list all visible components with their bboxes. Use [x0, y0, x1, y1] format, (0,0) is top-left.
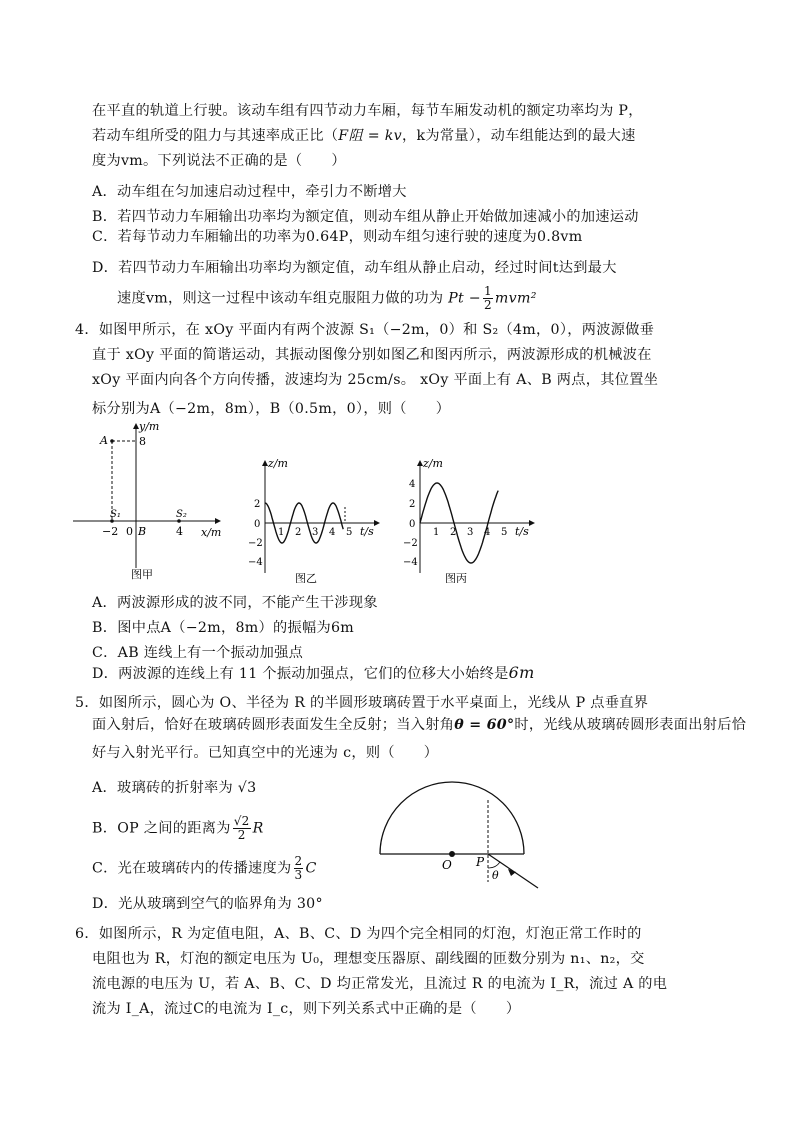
yi-xtick-4: 4 [329, 527, 336, 538]
jia-point-a [110, 439, 114, 443]
figure-semicircle [370, 770, 550, 895]
q6-line-3: 流电源的电压为 U，若 A、B、C、D 均正常发光，且流过 R 的电流为 I_R，流过 A 的电 [92, 976, 668, 992]
q4-option-d: D．两波源的连线上有 11 个振动加强点，它们的位移大小始终是6m [92, 663, 535, 682]
yi-xtick-5: 5 [346, 527, 353, 538]
q4-option-c: C．AB 连线上有一个振动加强点 [92, 645, 304, 661]
bing-xtick-1: 1 [433, 527, 440, 538]
center-point-o [449, 851, 455, 857]
q5-line-3: 好与入射光平行。已知真空中的光速为 c，则（ ） [92, 745, 439, 761]
label-theta: θ [492, 869, 499, 882]
jia-label-b: B [138, 525, 147, 538]
yi-ytick-0: 0 [254, 519, 261, 530]
q6-line-1: 6．如图所示，R 为定值电阻，A、B、C、D 为四个完全相同的灯泡，灯泡正常工作时的 [75, 926, 642, 942]
yi-ytick-m2: −2 [248, 538, 263, 549]
jia-tick-0: 0 [126, 525, 133, 538]
jia-tick-8: 8 [139, 435, 146, 448]
q5-option-b: B．OP 之间的距离为 $\frac{√2}{2}$ R [92, 814, 264, 842]
q3-line-3: 度为vm。下列说法不正确的是（ ） [92, 153, 346, 169]
jia-tick-4: 4 [176, 525, 183, 538]
jia-xlabel: x/m [201, 526, 222, 539]
q6-line-4: 流为 I_A，流过C的电流为 I_c，则下列关系式中正确的是（ ） [92, 1001, 521, 1017]
yi-ylabel: z/m [268, 457, 288, 470]
q6-line-2: 电阻也为 R，灯泡的额定电压为 U₀，理想变压器原、副线圈的匝数分别为 n₁、n₂，交 [92, 951, 645, 967]
q4-option-a: A．两波源形成的波不同，不能产生干涉现象 [92, 595, 378, 611]
bing-xtick-3: 3 [467, 527, 474, 538]
bing-ytick-0: 0 [409, 519, 416, 530]
jia-label-a: A [100, 434, 108, 447]
semicircle-arc [380, 782, 524, 854]
q3-line-2: 若动车组所受的阻力与其速率成正比（F阻 = kv，k为常量），动车组能达到的最大速 [92, 128, 636, 144]
bing-ytick-4: 4 [409, 479, 416, 490]
bing-xlabel: t/s [515, 525, 529, 538]
figure-bing [400, 455, 540, 583]
yi-xtick-1: 1 [278, 527, 285, 538]
q4-line-1: 4．如图甲所示，在 xOy 平面内有两个波源 S₁（−2m，0）和 S₂（4m，0），两波源做垂 [75, 322, 655, 338]
q5-angle: θ = 60° [454, 717, 515, 733]
label-p: P [476, 855, 485, 869]
q5-option-d: D．光从玻璃到空气的临界角为 30° [92, 896, 323, 912]
q4-line-3: xOy 平面内向各个方向传播，波速均为 25cm/s。 xOy 平面上有 A、B 两点，其位置坐 [92, 372, 659, 388]
jia-label-s1: S₁ [110, 509, 121, 520]
figure-jia [68, 418, 228, 583]
yi-xlabel: t/s [360, 525, 374, 538]
q5-option-a: A．玻璃砖的折射率为 √3 [92, 780, 257, 796]
bing-caption: 图丙 [445, 572, 467, 583]
q5-line-2: 面入射后，恰好在玻璃砖圆形表面发生全反射；当入射角θ = 60°时，光线从玻璃砖圆形表面出射后恰 [92, 717, 747, 733]
bing-xtick-2: 2 [450, 527, 457, 538]
bing-ytick-m2: −2 [403, 538, 418, 549]
jia-label-s2: S₂ [176, 509, 187, 520]
q5-line-1: 5．如图所示，圆心为 O、半径为 R 的半圆形玻璃砖置于水平桌面上，光线从 P 点垂直界 [75, 695, 649, 711]
q3-line-1: 在平直的轨道上行驶。该动车组有四节动力车厢，每节车厢发动机的额定功率均为 P， [92, 103, 643, 119]
figure-yi [245, 455, 385, 583]
q4-line-2: 直于 xOy 平面的简谐运动，其振动图像分别如图乙和图丙所示，两波源形成的机械波在 [92, 347, 652, 363]
q3-option-b: B．若四节动力车厢输出功率均为额定值，则动车组从静止开始做加速减小的加速运动 [92, 209, 639, 225]
yi-ytick-2: 2 [254, 499, 261, 510]
bing-ytick-m4: −4 [403, 557, 418, 568]
bing-ylabel: z/m [423, 457, 443, 470]
yi-ytick-m4: −4 [248, 557, 263, 568]
label-o: O [442, 858, 452, 872]
jia-ylabel: y/m [139, 420, 160, 433]
jia-tick-m2: −2 [102, 525, 119, 538]
bing-ytick-2: 2 [409, 499, 416, 510]
bing-xtick-4: 4 [484, 527, 491, 538]
q3-option-a: A．动车组在匀加速启动过程中，牵引力不断增大 [92, 184, 407, 200]
bing-xtick-5: 5 [501, 527, 508, 538]
q4-line-4: 标分别为A（−2m，8m），B（0.5m，0），则（ ） [92, 401, 451, 417]
theta-arc [488, 862, 500, 868]
q4-option-b: B．图中点A（−2m，8m）的振幅为6m [92, 620, 355, 636]
q3-option-d-line-1: D．若四节动力车厢输出功率均为额定值，动车组从静止启动，经过时间t达到最大 [92, 260, 617, 276]
yi-xtick-3: 3 [312, 527, 319, 538]
q3-option-d-line-2: 速度vm，则这一过程中该动车组克服阻力做的功为 Pt − $\frac{1}{2}$ mvm² [117, 284, 537, 312]
yi-xtick-2: 2 [295, 527, 302, 538]
yi-caption: 图乙 [295, 572, 317, 583]
q3-resistance-formula: F阻 = kv [338, 128, 402, 144]
q5-option-c: C．光在玻璃砖内的传播速度为 $\frac{2}{3}$ C [92, 854, 317, 882]
q3-option-c: C．若每节动力车厢输出的功率为0.64P，则动车组匀速行驶的速度为0.8vm [92, 229, 583, 245]
jia-caption: 图甲 [131, 568, 153, 581]
q3-half-fraction: $\frac{1}{2}$ [483, 284, 492, 312]
